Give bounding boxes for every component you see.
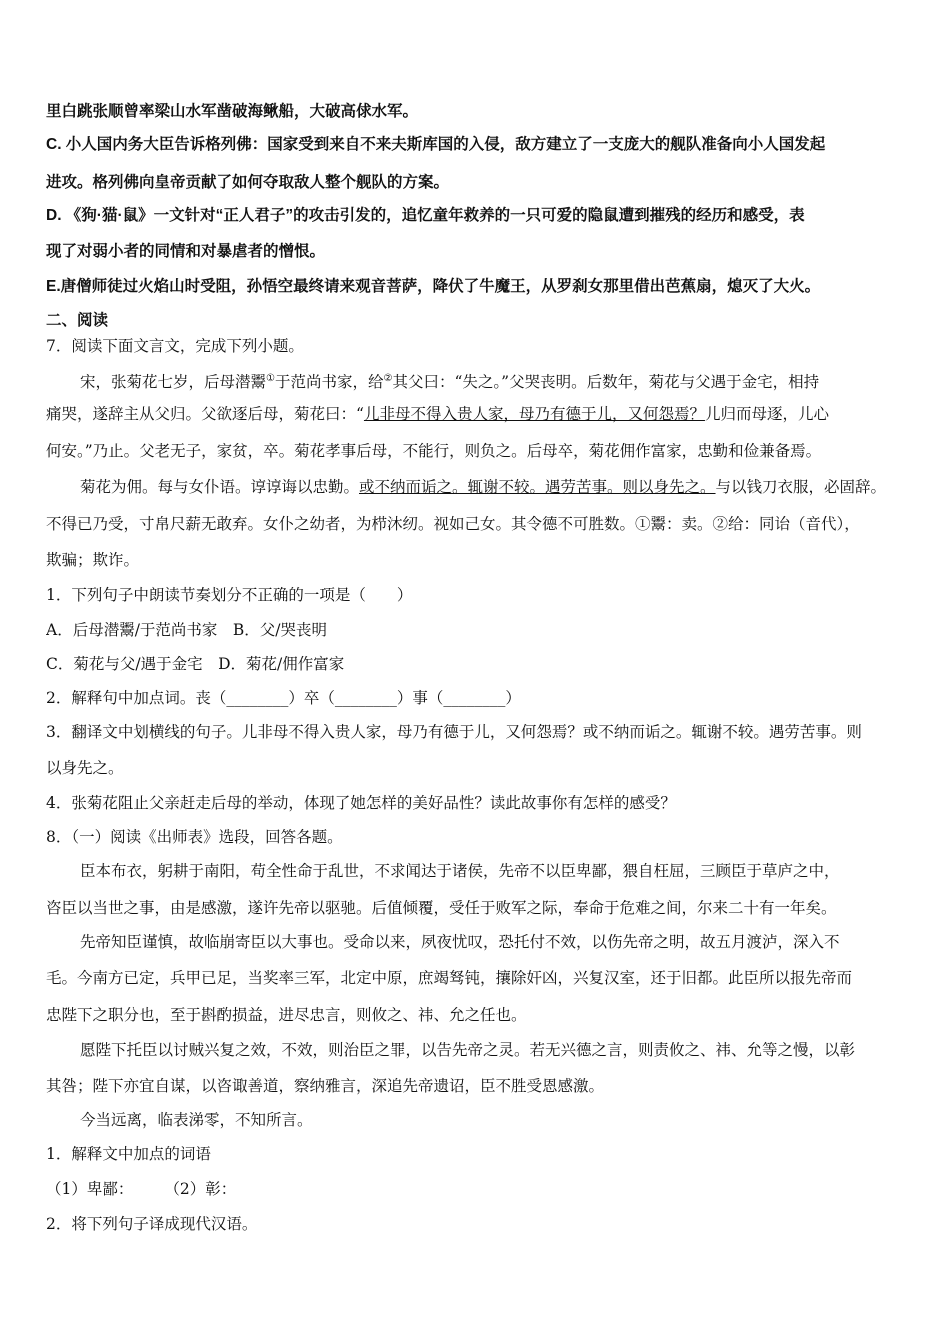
section-heading-reading: 二、阅读 [46,310,109,329]
chushibiao-p3-line1: 愿陛下托臣以讨贼兴复之效，不效，则治臣之罪，以告先帝之灵。若无兴德之言，则责攸之、祎、允等之慢，以彰 [80,1041,856,1059]
chushibiao-p3-line2: 其咎；陛下亦宜自谋，以咨诹善道，察纳雅言，深追先帝遗诏，臣不胜受恩感激。 [46,1077,605,1095]
passage-2-line3: 欺骗；欺诈。 [46,551,140,569]
q7-sub4-prompt: 4．张菊花阻止父亲赶走后母的举动，体现了她怎样的美好品性？读此故事你有怎样的感受？ [46,794,676,812]
passage-2-line2: 不得已乃受，寸帛尺薪无敢弃。女仆之幼者，为栉沐纫。视如己女。其令德不可胜数。①鬻：卖。②给：同诒（音代）， [46,515,860,533]
option-d-line1: D. 《狗·猫·鼠》一文针对“正人君子”的攻击引发的，追忆童年救养的一只可爱的隐鼠遭到摧残的经历和感受，表 [46,207,805,224]
option-c-line1: C. 小人国内务大臣告诉格列佛：国家受到来自不来夫斯库国的入侵，敌方建立了一支庞大的舰队准备向小人国发起 [46,136,826,153]
chushibiao-p1-line2: 咨臣以当世之事，由是感激，遂许先帝以驱驰。后值倾覆，受任于败军之际，奉命于危难之间，尔来二十有一年矣。 [46,899,837,917]
option-e-line: E.唐僧师徒过火焰山时受阻，孙悟空最终请来观音菩萨，降伏了牛魔王，从罗刹女那里借出芭蕉扇，熄灭了大火。 [46,278,821,295]
question-7-prompt: 7．阅读下面文言文，完成下列小题。 [46,337,304,355]
q8-sub1-prompt: 1．解释文中加点的词语 [46,1145,211,1163]
q7-sub3-line2: 以身先之。 [46,759,124,777]
q7-sub1-options-cd: C．菊花与父/遇于金宅 D．菊花/佣作富家 [46,655,345,673]
q8-sub2-prompt: 2．将下列句子译成现代汉语。 [46,1215,258,1233]
option-d-line2: 现了对弱小者的同情和对暴虐者的憎恨。 [46,243,326,260]
passage-text: 其父曰：“失之。”父哭丧明。后数年，菊花与父遇于金宅，相持 [392,373,820,392]
chushibiao-p2-line1: 先帝知臣谨慎，故临崩寄臣以大事也。受命以来，夙夜忧叹，恐托付不效，以伤先帝之明，故五月渡泸，深入不 [80,933,840,951]
passage-text: 痛哭，遂辞主从父归。父欲逐后母，菊花曰：“ [46,405,364,423]
footnote-mark: ① [266,373,275,384]
chushibiao-p2-line3: 忠陛下之职分也，至于斟酌损益，进尽忠言，则攸之、祎、允之任也。 [46,1006,527,1024]
footnote-mark: ② [383,373,393,384]
chushibiao-p2-line2: 毛。今南方已定，兵甲已足，当奖率三军，北定中原，庶竭驽钝，攘除奸凶，兴复汉室，还于旧都。此臣所以报先帝而 [46,969,853,987]
option-b-continued: 里白跳张顺曾率梁山水军凿破海鳅船，大破高俅水军。 [46,103,419,120]
passage-text: 儿归而母逐，儿心 [704,405,829,423]
passage-text: 宋，张菊花七岁，后母潜鬻 [80,373,267,392]
passage-1-line2 [46,403,908,425]
passage-1-line3: 何安。”乃止。父老无子，家贫，卒。菊花孝事后母，不能行，则负之。后母卒，菊花佣作富家，忠勤和俭兼备焉。 [46,442,822,460]
passage-text: 菊花为佣。每与女仆语。谆谆诲以忠勤。 [80,478,360,496]
q7-sub1-prompt: 1．下列句子中朗读节奏划分不正确的一项是（ ） [46,586,413,604]
passage-1-line1 [80,368,908,393]
chushibiao-p1-line1: 臣本布衣，躬耕于南阳，苟全性命于乱世，不求闻达于诸侯，先帝不以臣卑鄙，猥自枉屈，三顾臣于草庐之中， [80,862,840,880]
underlined-sentence: 或不纳而诟之。辄谢不较。遇劳苦事。则以身先之。 [359,478,716,496]
passage-text: 与以钱刀衣服，必固辞。 [715,478,887,496]
passage-2-line1 [80,476,908,498]
q7-sub2-prompt: 2．解释句中加点词。丧（________）卒（________）事（________） [46,689,521,707]
chushibiao-p4-line1: 今当远离，临表涕零，不知所言。 [80,1111,313,1129]
underlined-sentence: 儿非母不得入贵人家，母乃有德于儿，又何怨焉？ [363,405,705,423]
passage-text: 于范尚书家，给 [274,373,384,392]
q7-sub3-line1: 3．翻译文中划横线的句子。儿非母不得入贵人家，母乃有德于儿，又何怨焉？或不纳而诟之。辄谢不较。遇劳苦事。则 [46,723,862,741]
option-c-line2: 进攻。格列佛向皇帝贡献了如何夺取敌人整个舰队的方案。 [46,174,450,191]
q8-sub1-items: （1）卑鄙： （2）彰： [46,1180,237,1198]
question-8-prompt: 8．（一）阅读《出师表》选段，回答各题。 [46,828,343,846]
q7-sub1-options-ab: A．后母潜鬻/于范尚书家 B．父/哭丧明 [46,621,328,639]
